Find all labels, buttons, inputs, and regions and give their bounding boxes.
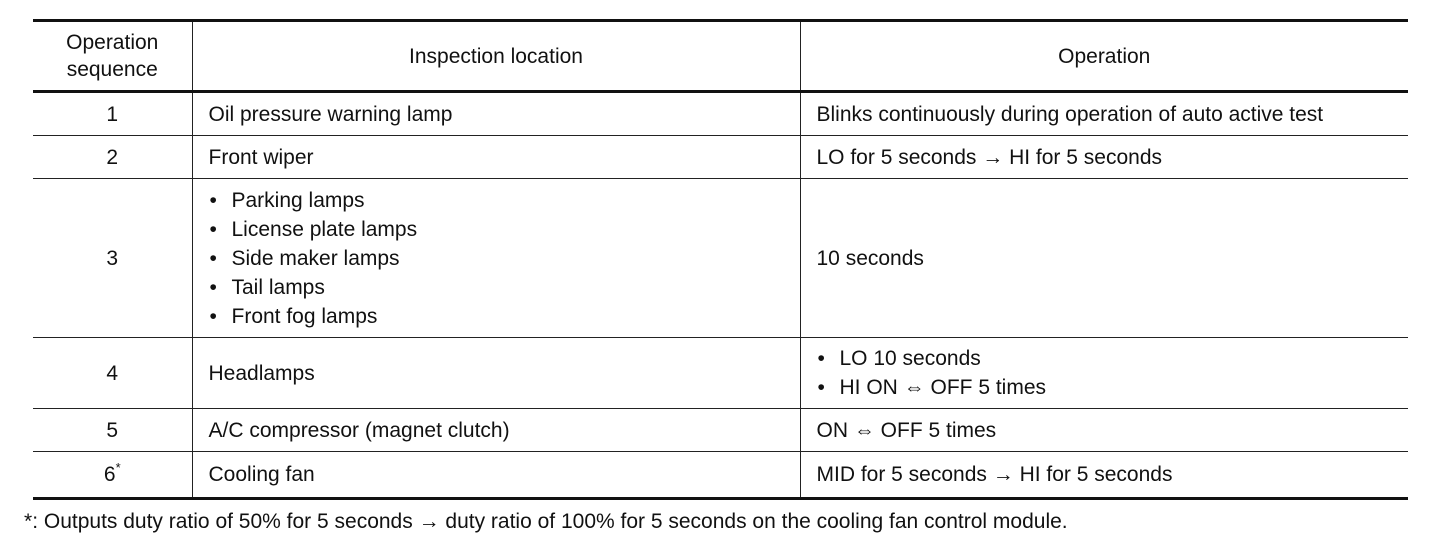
list-item: • Front fog lamps: [209, 302, 784, 331]
header-sequence-line2: sequence: [66, 58, 158, 81]
header-inspection-location: Inspection location: [192, 21, 800, 92]
location-cell: Front wiper: [192, 136, 800, 179]
sequence-cell: [33, 452, 192, 499]
list-item: • LO 10 seconds: [817, 344, 1393, 373]
header-operation: Operation: [800, 21, 1408, 92]
operation-cell: ON ⇔ OFF 5 times: [800, 409, 1408, 452]
table-row: [33, 452, 1408, 499]
location-cell: Headlamps: [192, 338, 800, 409]
location-cell: Cooling fan: [192, 452, 800, 499]
table-row: [33, 409, 1408, 452]
table-row: [33, 92, 1408, 136]
sequence-cell: 5: [33, 409, 192, 452]
operation-cell: MID for 5 seconds → HI for 5 seconds: [800, 452, 1408, 499]
header-sequence-line1: Operation: [66, 31, 159, 54]
footnote: [24, 509, 1068, 535]
list-item: • HI ON ⇔ OFF 5 times: [817, 373, 1393, 402]
sequence-cell: 4: [33, 338, 192, 409]
sequence-number: 6: [103, 463, 116, 486]
header-operation-sequence: [33, 21, 192, 92]
list-item: • Side maker lamps: [209, 244, 784, 273]
location-cell: [192, 179, 800, 338]
list-item: • Tail lamps: [209, 273, 784, 302]
footnote-mark: *: [24, 510, 33, 533]
inspection-table: [33, 19, 1408, 500]
header-row: [33, 21, 1408, 92]
table-row: [33, 136, 1408, 179]
footnote-reference-mark: *: [115, 460, 121, 475]
location-cell: A/C compressor (magnet clutch): [192, 409, 800, 452]
table-row: [33, 338, 1408, 409]
operation-cell: [800, 338, 1408, 409]
footnote-text: : Outputs duty ratio of 50% for 5 seconds → duty ratio of 100% for 5 seconds on the cooling fan control module.: [32, 510, 1068, 533]
location-cell: Oil pressure warning lamp: [192, 92, 800, 136]
list-item: • Parking lamps: [209, 186, 784, 215]
operation-cell: Blinks continuously during operation of auto active test: [800, 92, 1408, 136]
operation-cell: LO for 5 seconds → HI for 5 seconds: [800, 136, 1408, 179]
location-list: [209, 186, 784, 331]
operation-cell: 10 seconds: [800, 179, 1408, 338]
table-row: [33, 179, 1408, 338]
list-item: • License plate lamps: [209, 215, 784, 244]
operation-list: [817, 344, 1393, 402]
sequence-cell: 1: [33, 92, 192, 136]
sequence-cell: 3: [33, 179, 192, 338]
sequence-cell: 2: [33, 136, 192, 179]
